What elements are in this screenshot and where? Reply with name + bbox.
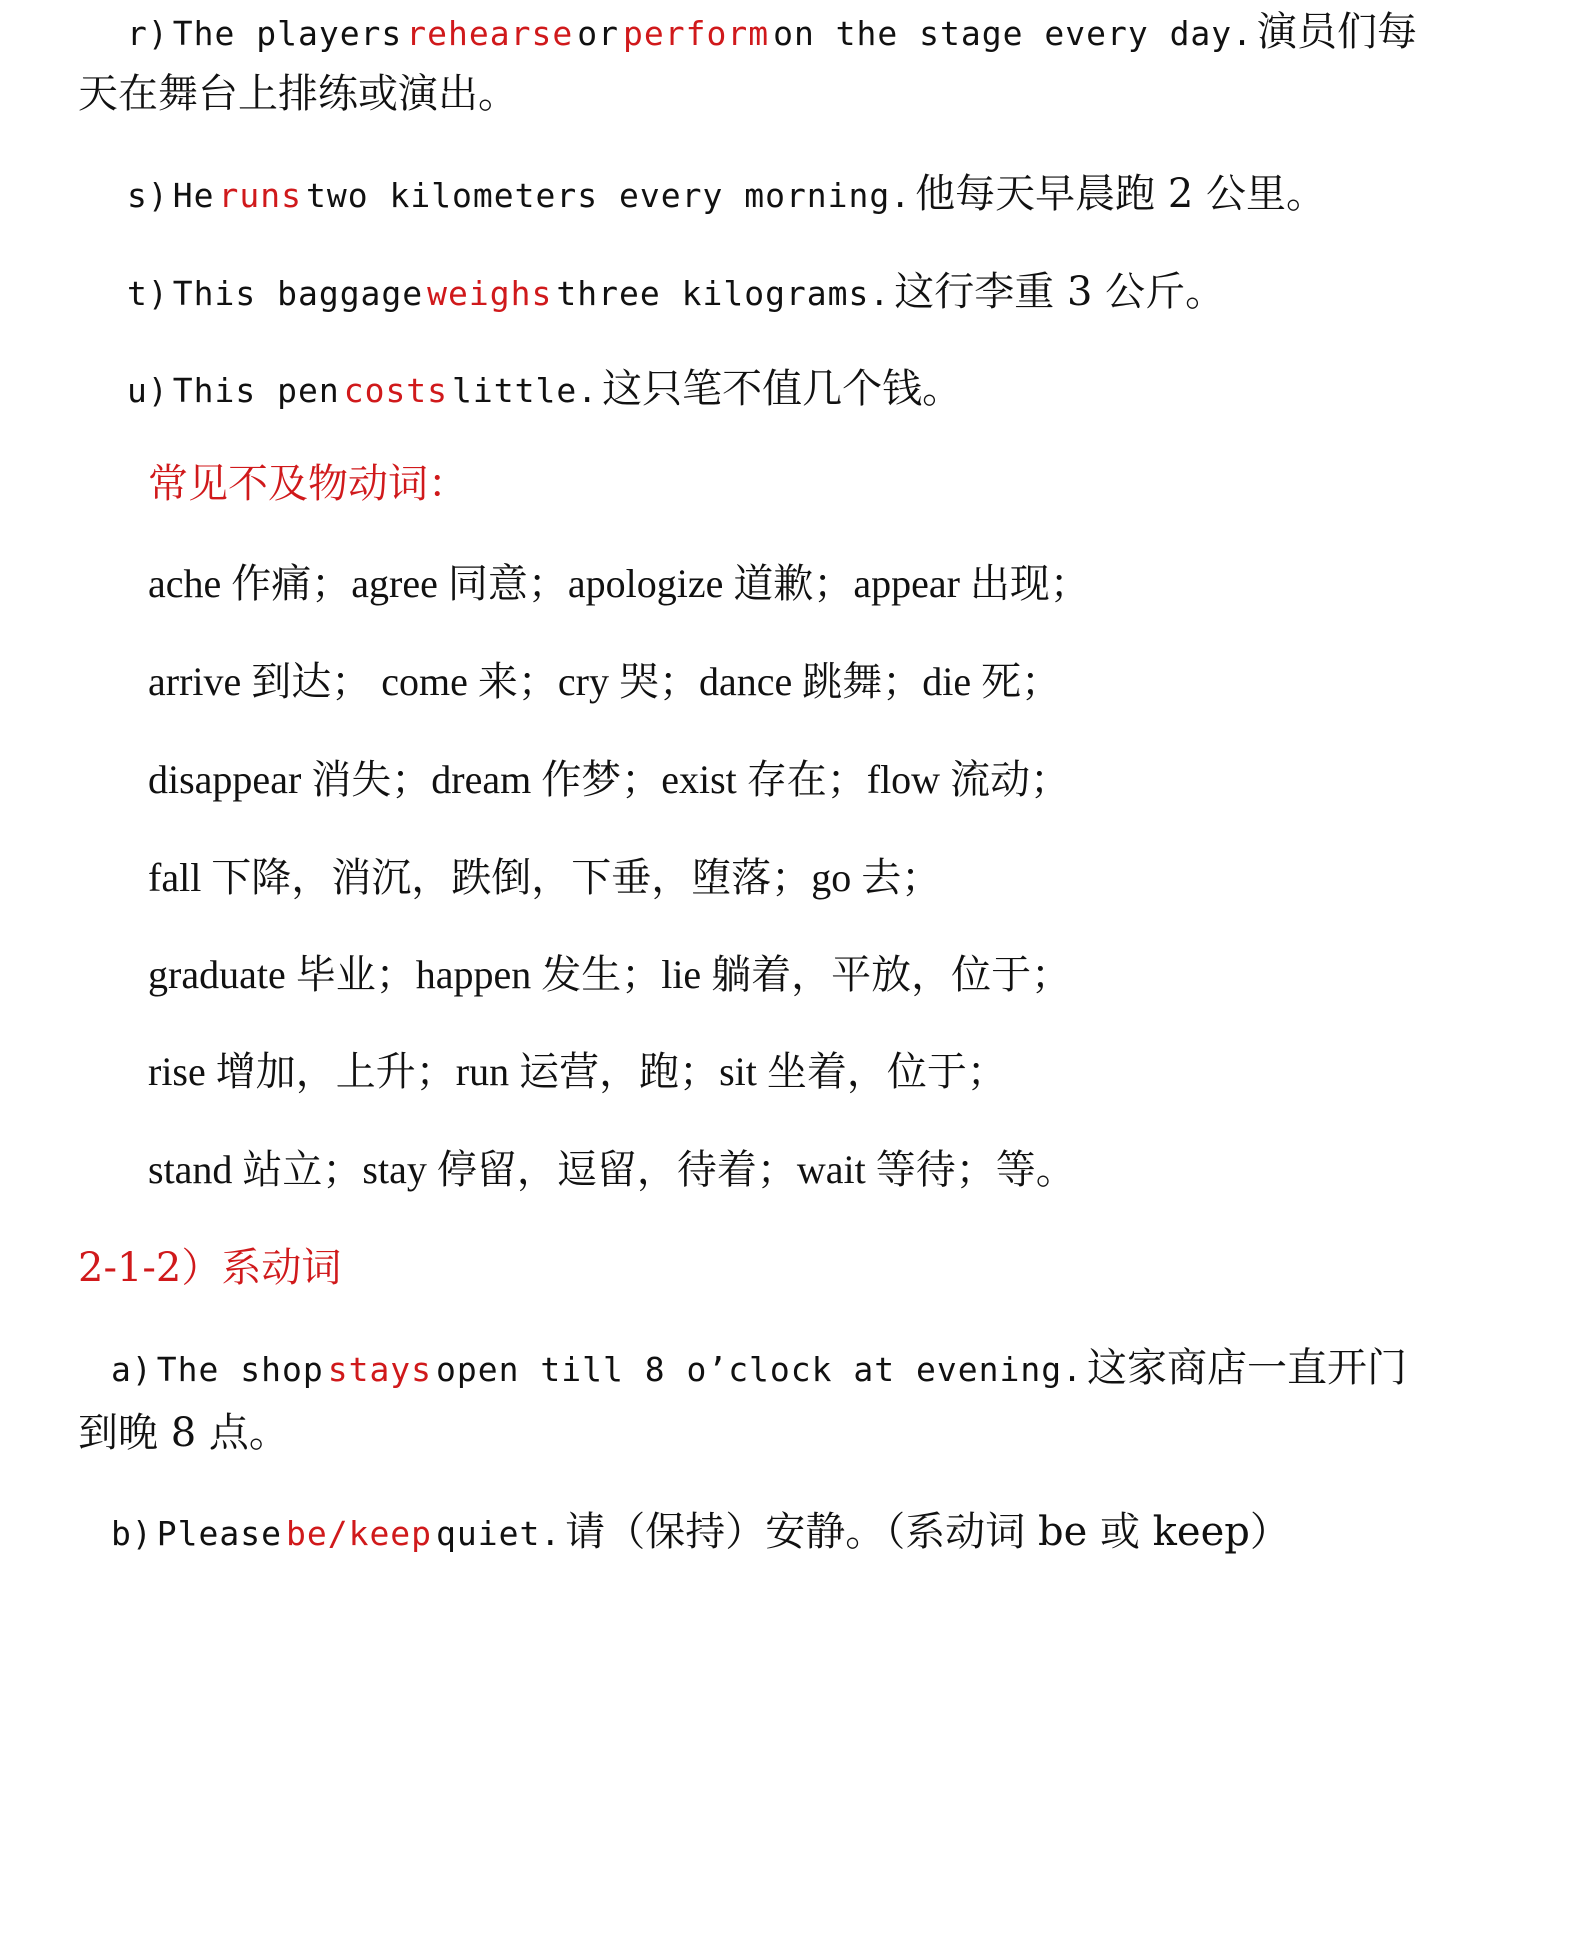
example-translation: 这家商店一直开门 [1086, 1345, 1407, 1391]
example-b [111, 1500, 1290, 1557]
highlighted-verb: runs [218, 176, 302, 215]
example-text: He [172, 176, 215, 215]
example-label: u) [127, 371, 169, 410]
verb-list-line: arrive 到达； come 来；cry 哭；dance 跳舞；die 死； [148, 659, 1062, 704]
example-translation: 他每天早晨跑 2 公里。 [915, 171, 1327, 217]
highlighted-verb: weighs [427, 274, 553, 313]
highlighted-verb: perform [623, 14, 770, 53]
example-text: three kilograms. [556, 274, 891, 313]
example-text: little. [452, 371, 599, 410]
example-label: b) [111, 1514, 153, 1553]
highlighted-verb: be/keep [285, 1514, 433, 1553]
example-text: two kilometers every morning. [305, 176, 912, 215]
section-heading: 2-1-2）系动词 [78, 1245, 342, 1291]
common-intransitive-heading: 常见不及物动词： [148, 461, 468, 507]
example-text: The players [172, 14, 403, 53]
example-translation: 演员们每 [1257, 9, 1418, 55]
highlighted-verb: rehearse [406, 14, 574, 53]
example-u [127, 357, 962, 414]
example-translation: 请（保持）安静。（系动词 be 或 keep） [565, 1509, 1290, 1555]
example-text: Please [156, 1514, 282, 1553]
example-text: quiet. [436, 1514, 562, 1553]
example-a [111, 1336, 1407, 1393]
example-s [127, 162, 1326, 219]
verb-list-line: disappear 消失；dream 作梦；exist 存在；flow 流动； [148, 757, 1071, 802]
highlighted-verb: costs [343, 371, 449, 410]
example-r [127, 0, 1417, 57]
example-translation: 这只笔不值几个钱。 [602, 366, 963, 412]
example-translation-continued: 天在舞台上排练或演出。 [78, 71, 518, 117]
example-translation: 这行李重 3 公斤。 [894, 269, 1226, 315]
example-text: This baggage [172, 274, 424, 313]
highlighted-verb: stays [327, 1350, 433, 1389]
verb-list-line: graduate 毕业；happen 发生；lie 躺着，平放，位于； [148, 952, 1072, 997]
example-translation-continued: 到晚 8 点。 [78, 1410, 289, 1456]
verb-list-line: fall 下降，消沉，跌倒，下垂，堕落；go 去； [148, 855, 942, 900]
example-label: t) [127, 274, 169, 313]
example-label: a) [111, 1350, 153, 1389]
example-text: or [577, 14, 619, 53]
example-text: The shop [156, 1350, 324, 1389]
example-t [127, 260, 1225, 317]
verb-list-line: rise 增加，上升；run 运营，跑；sit 坐着，位于； [148, 1049, 1007, 1094]
verb-list-line: ache 作痛；agree 同意；apologize 道歉；appear 出现； [148, 561, 1090, 606]
example-label: s) [127, 176, 169, 215]
example-label: r) [127, 14, 169, 53]
example-text: open till 8 o’clock at evening. [436, 1350, 1083, 1389]
verb-list-line: stand 站立；stay 停留，逗留，待着；wait 等待；等。 [148, 1147, 1076, 1192]
example-text: on the stage every day. [773, 14, 1254, 53]
example-text: This pen [172, 371, 340, 410]
